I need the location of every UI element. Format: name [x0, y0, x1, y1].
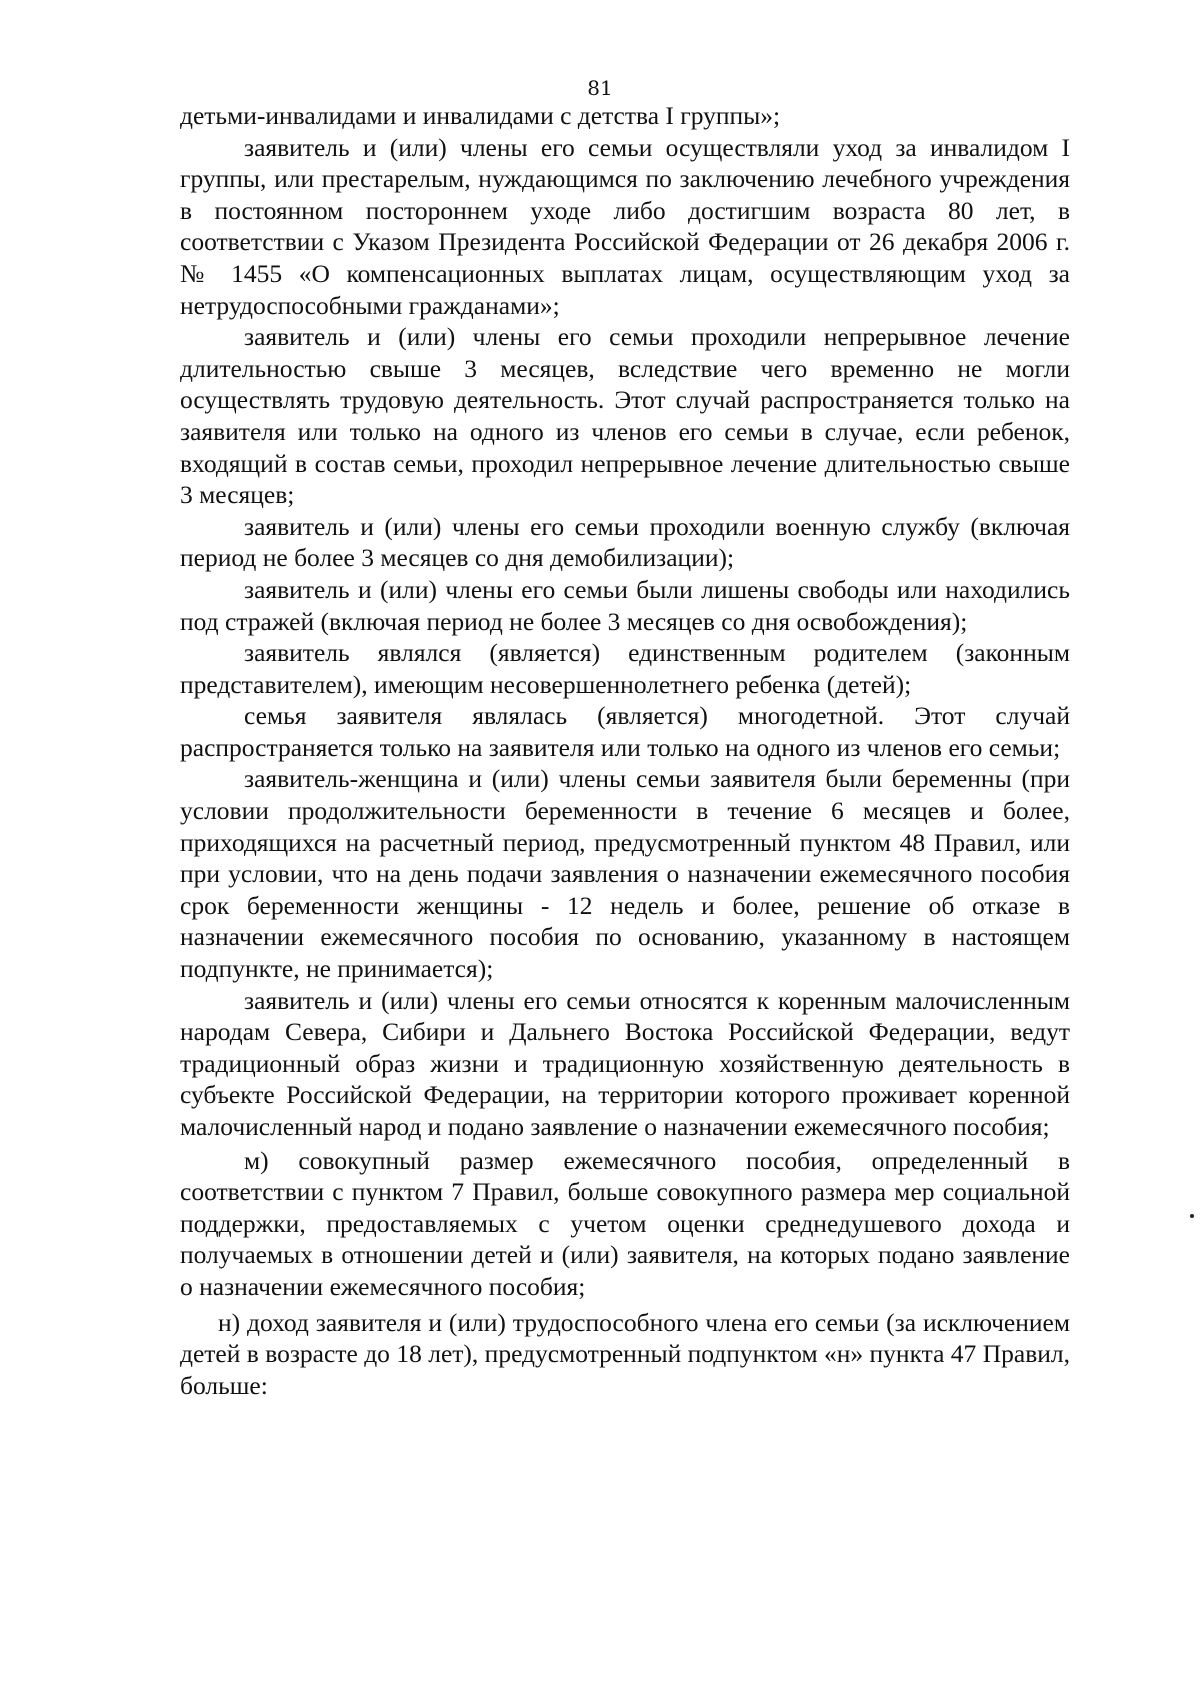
paragraph-continuation: детьми-инвалидами и инвалидами с детства I группы»; [180, 101, 781, 130]
paragraph-single-parent: заявитель являлся (является) единственным родителем (законным представителем), имеющим несовершеннолетнего ребенка (детей); [180, 638, 1070, 699]
paragraph-pregnancy: заявитель-женщина и (или) члены семьи заявителя были беременны (при условии продолжительности беременности в течение 6 месяцев и более, приходящихся на расчетный период, предусмотренный пунктом 48 Правил, или при условии, что на день подачи заявления о назначении ежемесячного пособия срок беременности женщины - 12 недель и более, решение об отказе в назначении ежемесячного пособия по основанию, указанному в настоящем подпункте, не принимается); [180, 764, 1070, 984]
page-number: 81 [587, 76, 613, 100]
paragraph-continuous-treatment: заявитель и (или) члены его семьи проходили непрерывное лечение длительностью свыше 3 месяцев, вследствие чего временно не могли осуществлять трудовую деятельность. Этот случай распространяется только на заявителя или только на одного из членов его семьи в случае, если ребенок, входящий в состав семьи, проходил непрерывное лечение длительностью свыше 3 месяцев; [180, 322, 1070, 510]
subparagraph-m: м) совокупный размер ежемесячного пособия, определенный в соответствии с пунктом 7 Правил, больше совокупного размера мер социальной поддержки, предоставляемых с учетом оценки среднедушевого дохода и получаемых в отношении детей и (или) заявителя, на которых подано заявление о назначении ежемесячного пособия; [180, 1145, 1070, 1301]
paragraph-imprisonment: заявитель и (или) члены его семьи были лишены свободы или находились под стражей (включая период не более 3 месяцев со дня освобождения); [180, 574, 1070, 636]
document-body [180, 100, 1070, 1401]
scan-speck [1190, 1214, 1194, 1218]
subparagraph-n: н) доход заявителя и (или) трудоспособного члена его семьи (за исключением детей в возрасте до 18 лет), предусмотренный подпунктом «н» пункта 47 Правил, больше: [180, 1307, 1070, 1400]
paragraph-large-family: семья заявителя являлась (является) многодетной. Этот случай распространяется только на заявителя или только на одного из членов его семьи; [180, 701, 1070, 762]
paragraph-indigenous-peoples: заявитель и (или) члены его семьи относятся к коренным малочисленным народам Севера, Сибири и Дальнего Востока Российской Федерации, ведут традиционный образ жизни и традиционную хозяйственную деятельность в субъекте Российской Федерации, на территории которого проживает коренной малочисленный народ и подано заявление о назначении ежемесячного пособия; [180, 985, 1070, 1141]
paragraph-military-service: заявитель и (или) члены его семьи проходили военную службу (включая период не более 3 месяцев со дня демобилизации); [180, 511, 1070, 573]
paragraph-care-disabled: заявитель и (или) члены его семьи осуществляли уход за инвалидом I группы, или престарелым, нуждающимся по заключению лечебного учреждения в постоянном постороннем уходе либо достигшим возраста 80 лет, в соответствии с Указом Президента Российской Федерации от 26 декабря 2006 г. № 1455 «О компенсационных выплатах лицам, осуществляющим уход за нетрудоспособными гражданами»; [180, 132, 1070, 320]
